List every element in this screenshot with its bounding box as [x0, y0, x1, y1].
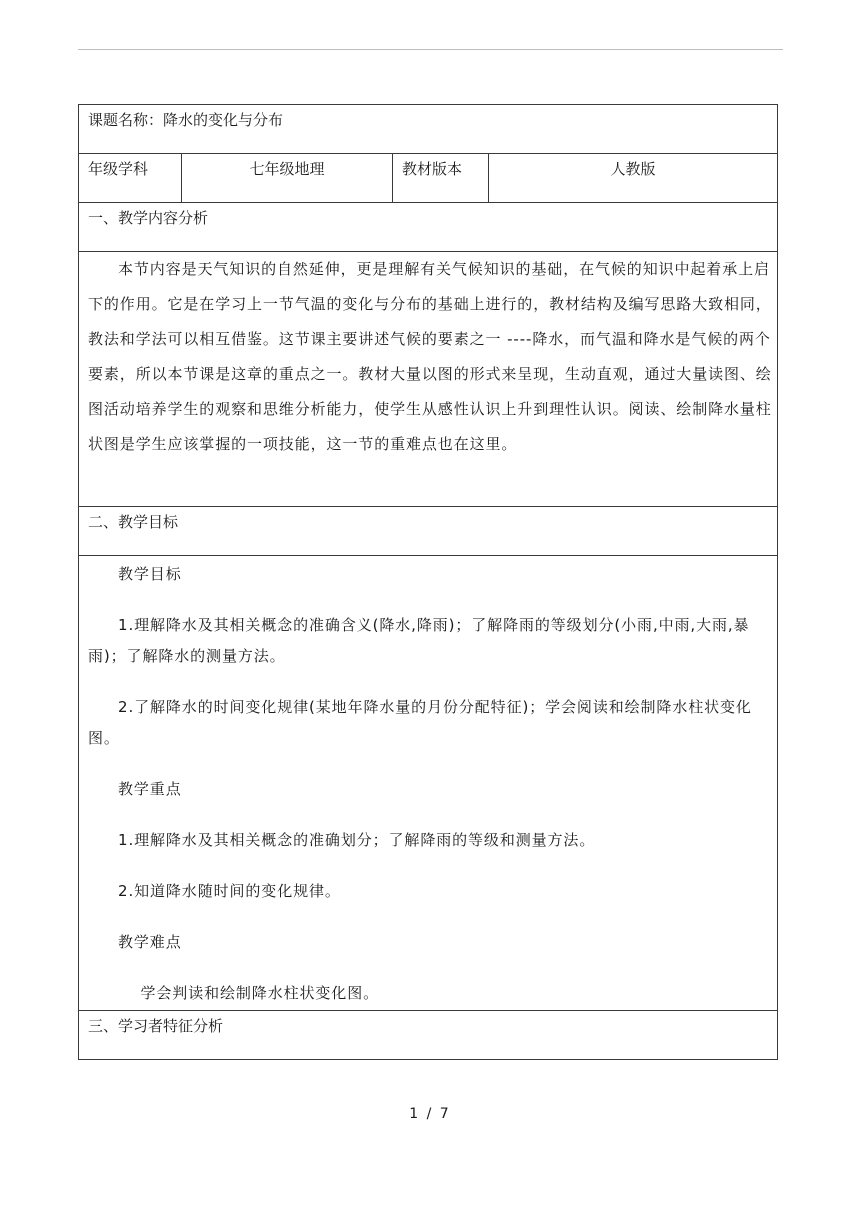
key-points-heading: 教学重点: [118, 780, 182, 798]
course-title: 课题名称：降水的变化与分布: [79, 105, 778, 154]
edition-value: 人教版: [489, 154, 778, 203]
lesson-plan-table: [78, 104, 778, 1060]
grade-value: 七年级地理: [182, 154, 393, 203]
goal-item-2: 2.了解降水的时间变化规律(某地年降水量的月份分配特征)；学会阅读和绘制降水柱状变化图。: [88, 698, 752, 747]
grade-label: 年级学科: [79, 154, 182, 203]
difficulty-heading: 教学难点: [118, 933, 182, 951]
header-rule: [78, 49, 783, 50]
course-title-row: [79, 105, 778, 154]
key-point-1: 1.理解降水及其相关概念的准确划分；了解降雨的等级和测量方法。: [118, 831, 596, 849]
objectives-row: [79, 556, 778, 1011]
content-analysis-title: 一、教学内容分析: [79, 203, 778, 252]
objectives-title: 二、教学目标: [79, 507, 778, 556]
difficulty-point-1: 学会判读和绘制降水柱状变化图。: [140, 984, 380, 1002]
page-number: 1 / 7: [409, 1106, 451, 1122]
key-point-2: 2.知道降水随时间的变化规律。: [118, 882, 341, 900]
learner-analysis-title-row: [79, 1011, 778, 1060]
content-analysis-title-row: [79, 203, 778, 252]
content-analysis-row: [79, 252, 778, 507]
objectives-title-row: [79, 507, 778, 556]
content-analysis-paragraph: 本节内容是天气知识的自然延伸，更是理解有关气候知识的基础，在气候的知识中起着承上启下的作用。它是在学习上一节气温的变化与分布的基础上进行的，教材结构及编写思路大致相同，教法和学法可以相互借鉴。这节课主要讲述气候的要素之一 ----降水，而气温和降水是气候的两个要素，所以本节课是这章的重点之一。教材大量以图的形式来呈现，生动直观，通过大量读图、绘图活动培养学生的观察和思维分析能力，使学生从感性认识上升到理性认识。阅读、绘制降水量柱状图是学生应该掌握的一项技能，这一节的重难点也在这里。: [88, 260, 772, 453]
goal-item-1: 1.理解降水及其相关概念的准确含义(降水,降雨)；了解降雨的等级划分(小雨,中雨,大雨,暴雨)；了解降水的测量方法。: [88, 616, 750, 665]
grade-row: [79, 154, 778, 203]
learner-analysis-title: 三、学习者特征分析: [79, 1011, 778, 1060]
edition-label: 教材版本: [393, 154, 489, 203]
goals-heading: 教学目标: [118, 565, 182, 583]
